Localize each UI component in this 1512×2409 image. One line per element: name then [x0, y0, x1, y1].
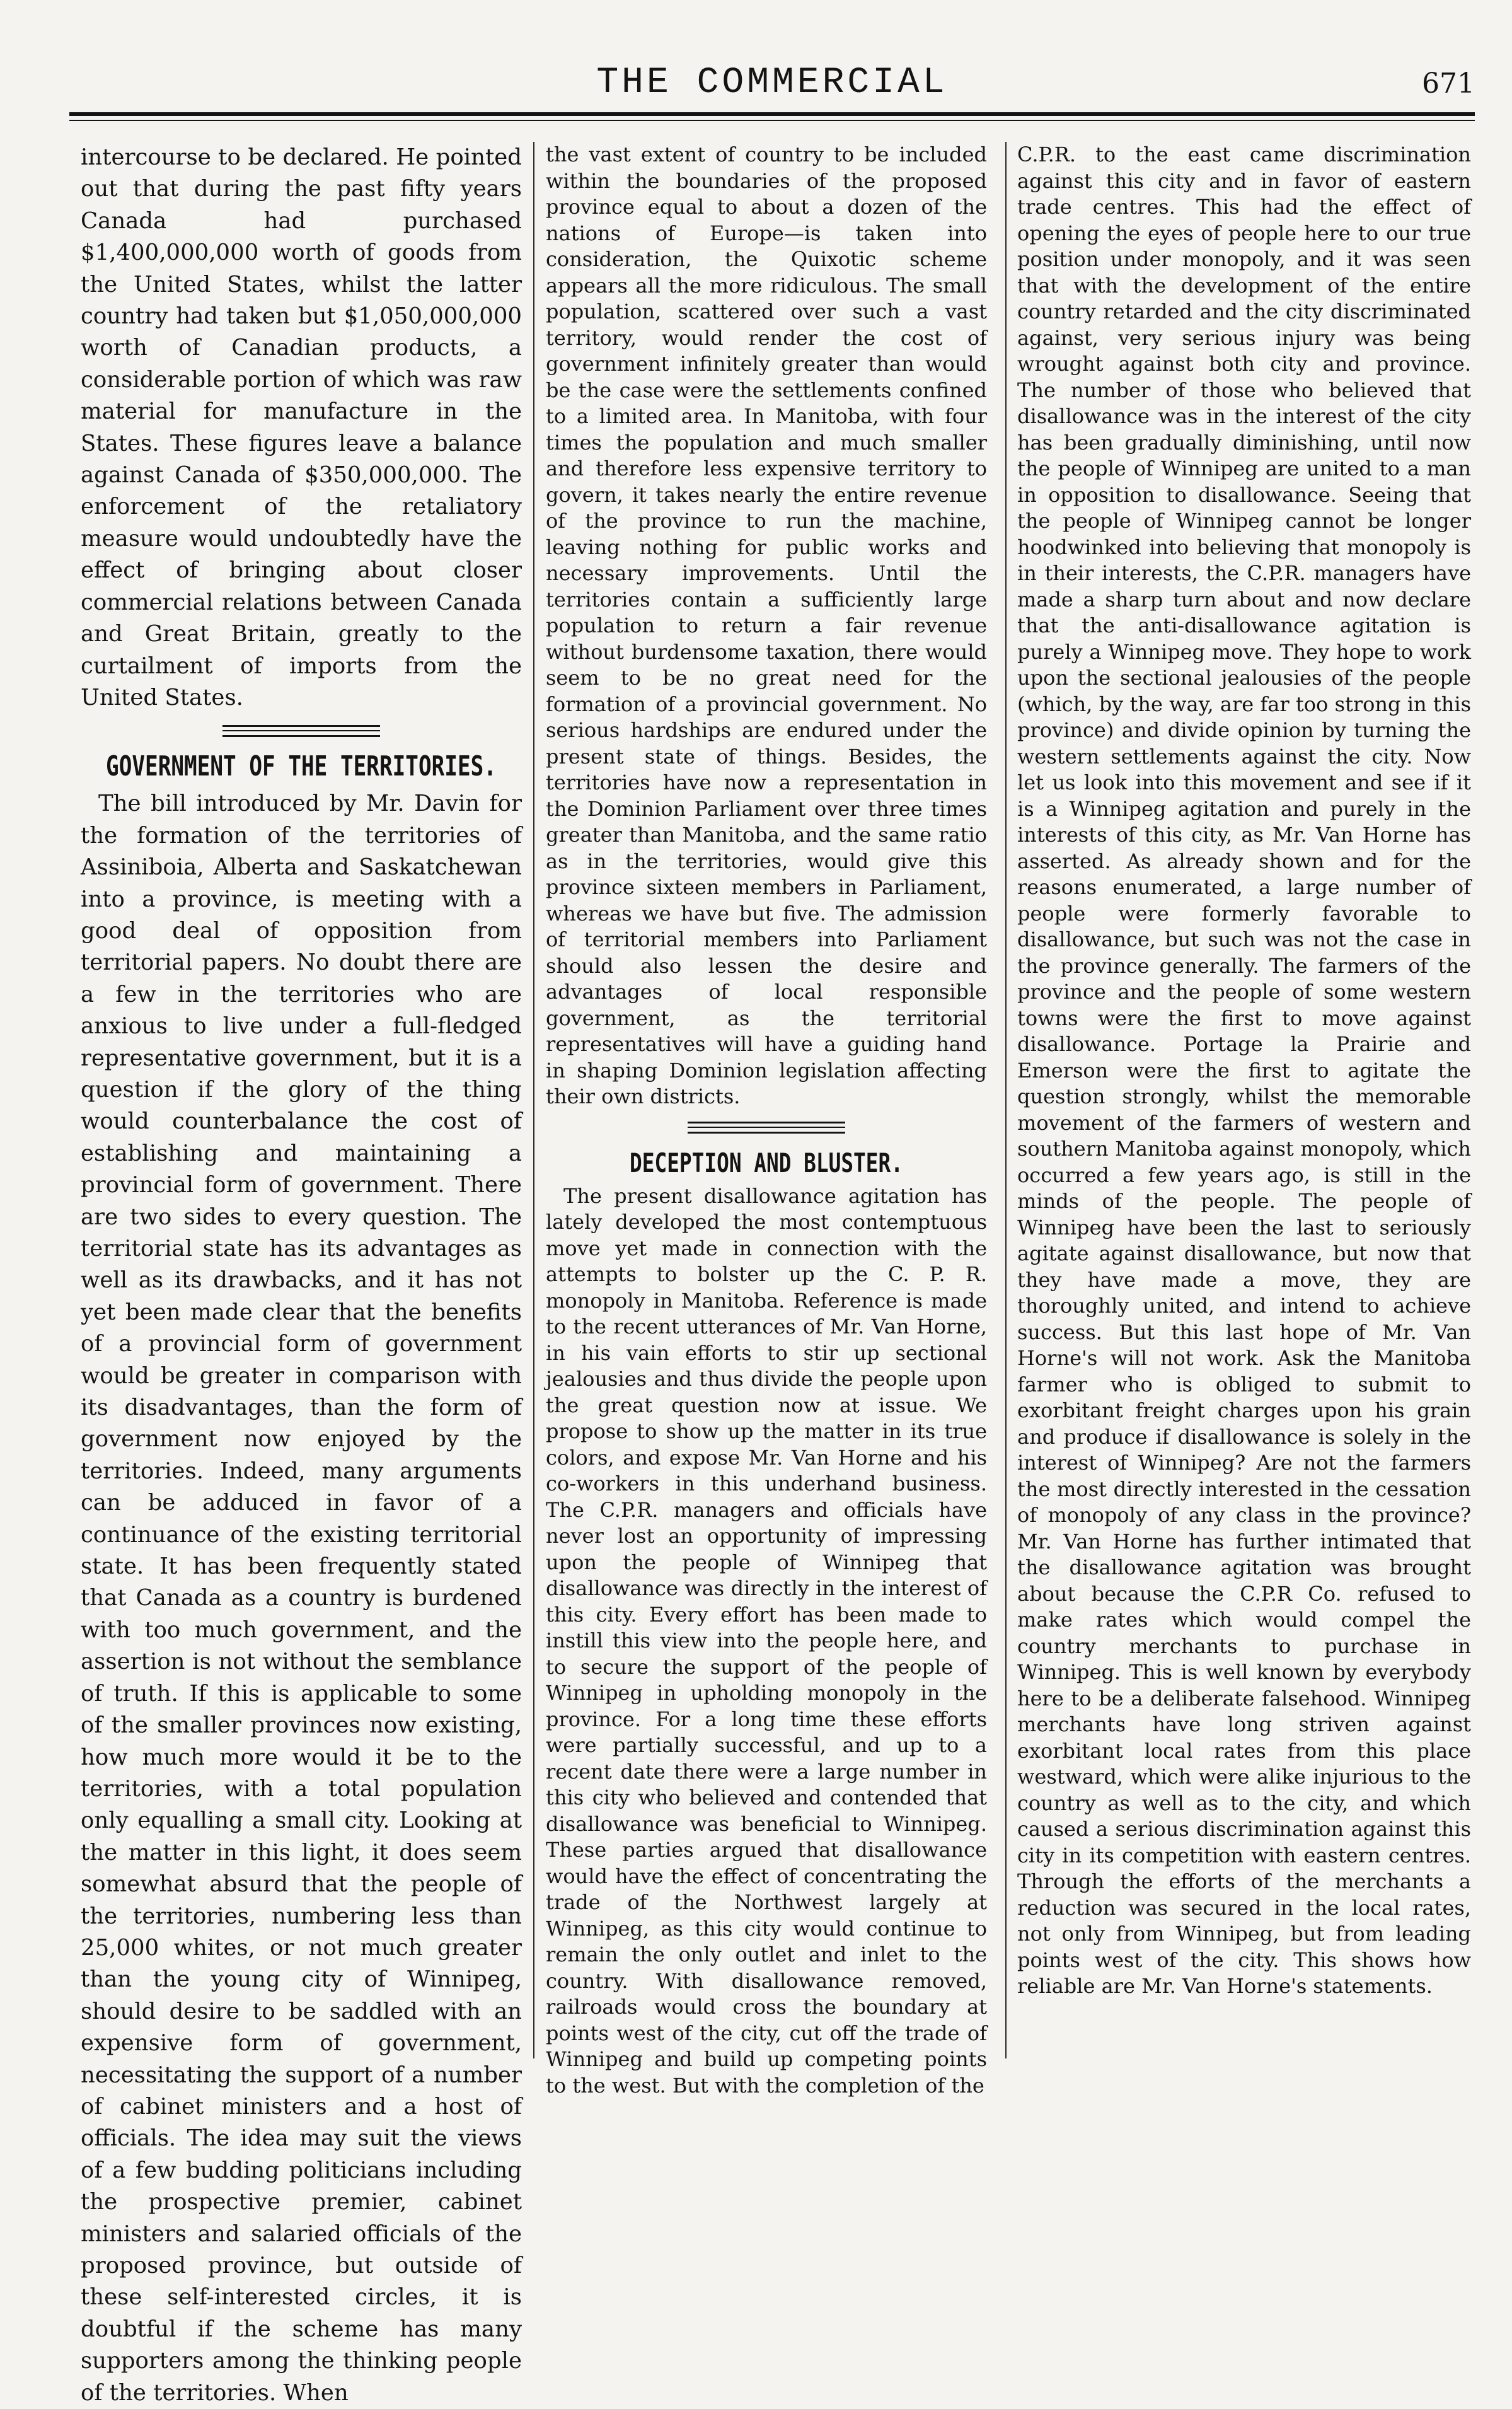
column-divider-2 [1005, 142, 1007, 2058]
article-heading-deception: DECEPTION AND BLUSTER. [630, 1147, 903, 1178]
article-paragraph-territories: The bill introduced by Mr. Davin for the formation of the territories of Assiniboia, Alberta and Saskatchewan into a province, is meeting with a good deal of opposition from territorial papers. No doubt there are a few in the territories who are anxious to live under a full-fledged representative government, but it is a question if the glory of the thing would counterbalance the cost of establishing and maintaining a provincial form of government. There are two sides to every question. The territorial state has its advantages as well as its drawbacks, and it has not yet been made clear that the benefits of a provincial form of government would be greater in comparison with its disadvantages, than the form of government now enjoyed by the territories. Indeed, many arguments can be adduced in favor of a continuance of the existing territorial state. It has been frequently stated that Canada as a country is burdened with too much government, and the assertion is not without the semblance of truth. If this is applicable to some of the smaller provinces now existing, how much more would it be to the territories, with a total population only equalling a small city. Looking at the matter in this light, it does seem somewhat absurd that the people of the territories, numbering less than 25,000 whites, or not much greater than the young city of Winnipeg, should desire to be saddled with an expensive form of government, necessitating the support of a number of cabinet ministers and a host of officials. The idea may suit the views of a few budding politicians including the prospective premier, cabinet ministers and salaried officials of the proposed province, but outside of these self-interested circles, it is doubtful if the scheme has many supporters among the thinking people of the territories. When [81, 791, 522, 2406]
page-number: 671 [1422, 67, 1475, 100]
column-2 [546, 142, 987, 2098]
header-rule-thick [69, 112, 1475, 116]
column-3 [1017, 142, 1471, 2058]
column-1 [81, 142, 522, 2406]
masthead-title: THE COMMERCIAL [596, 62, 948, 103]
article-paragraph-deception: The present disallowance agitation has lately developed the most contemptuous move yet made in connection with the attempts to bolster up the C. P. R. monopoly in Manitoba. Reference is made to the recent utterances of Mr. Van Horne, in his vain efforts to stir up sectional jealousies and thus divide the people upon the great question now at issue. We propose to show up the matter in its true colors, and expose Mr. Van Horne and his co-workers in this underhand business. The C.P.R. managers and officials have never lost an opportunity of impressing upon the people of Winnipeg that disallowance was directly in the interest of this city. Every effort has been made to instill this view into the people here, and to secure the support of the people of Winnipeg in upholding monopoly in the province. For a long time these efforts were partially successful, and up to a recent date there were a large number in this city who believed and contended that disallowance was beneficial to Winnipeg. These parties argued that disallowance would have the effect of concentrating the trade of the Northwest largely at Winnipeg, as this city would continue to remain the only outlet and inlet to the country. With disallowance removed, railroads would cross the boundary at points west of the city, cut off the trade of Winnipeg and build up competing points to the west. But with the completion of the [546, 1183, 987, 2098]
section-separator [546, 1117, 987, 1139]
section-separator [81, 720, 522, 743]
continued-paragraph-deception: C.P.R. to the east came discrimination against this city and in favor of eastern trade centres. This had the effect of opening the eyes of people here to our true position under monopoly, and it was seen that with the development of the entire country retarded and the city discriminated against, very serious injury was being wrought against both city and province. The number of those who believed that disallowance was in the interest of the city has been gradually diminishing, until now the people of Winnipeg are united to a man in opposition to disallowance. Seeing that the people of Winnipeg cannot be longer hoodwinked into believing that monopoly is in their interests, the C.P.R. managers have made a sharp turn about and now declare that the anti-disallowance agitation is purely a Winnipeg move. They hope to work upon the sectional jealousies of the people (which, by the way, are far too strong in this province) and divide opinion by turning the western settlements against the city. Now let us look into this movement and see if it is a Winnipeg agitation and purely in the interests of this city, as Mr. Van Horne has asserted. As already shown and for the reasons enumerated, a large number of people were formerly favorable to disallowance, but such was not the case in the province generally. The farmers of the province and the people of some western towns were the first to move against disallowance. Portage la Prairie and Emerson were the first to agitate the question strongly, whilst the memorable movement of the farmers of western and southern Manitoba against monopoly, which occurred a few years ago, is still in the minds of the people. The people of Winnipeg have been the last to seriously agitate against disallowance, but now that they have made a move, they are thoroughly united, and intend to achieve success. But this last hope of Mr. Van Horne's will not work. Ask the Manitoba farmer who is obliged to submit to exorbitant freight charges upon his grain and produce if disallowance is solely in the interest of Winnipeg? Are not the farmers the most directly interested in the cessation of monopoly of any class in the province? Mr. Van Horne has further intimated that the disallowance agitation was brought about because the C.P.R Co. refused to make rates which would compel the country merchants to purchase in Winnipeg. This is well known by everybody here to be a deliberate falsehood. Winnipeg merchants have long striven against exorbitant local rates from this place westward, which were alike injurious to the country as well as to the city, and which caused a serious discrimination against this city in its competition with eastern centres. Through the efforts of the merchants a reduction was secured in the local rates, not only from Winnipeg, but from leading points west of the city. This shows how reliable are Mr. Van Horne's statements. [1017, 142, 1471, 1998]
continued-paragraph-territories: the vast extent of country to be included within the boundaries of the proposed province equal to about a dozen of the nations of Europe—is taken into consideration, the Quixotic scheme appears all the more ridiculous. The small population, scattered over such a vast territory, would render the cost of government infinitely greater than would be the case were the settlements confined to a limited area. In Manitoba, with four times the population and much smaller and therefore less expensive territory to govern, it takes nearly the entire revenue of the province to run the machine, leaving nothing for public works and necessary improvements. Until the territories contain a sufficiently large population to return a fair revenue without burdensome taxation, there would seem to be no great need for the formation of a provincial government. No serious hardships are endured under the present state of things. Besides, the territories have now a representation in the Dominion Parliament over three times greater than Manitoba, and the same ratio as in the territories, would give this province sixteen members in Parliament, whereas we have but five. The admission of territorial members into Parliament should also lessen the desire and advantages of local responsible government, as the territorial representatives will have a guiding hand in shaping Dominion legislation affecting their own districts. [546, 142, 987, 1108]
page-header [69, 58, 1475, 108]
intro-paragraph: intercourse to be declared. He pointed out that during the past fifty years Canada had purchased $1,400,000,000 worth of goods from the United States, whilst the latter country had taken but $1,050,000,000 worth of Canadian products, a considerable portion of which was raw material for manufacture in the States. These figures leave a balance against Canada of $350,000,000. The enforcement of the retaliatory measure would undoubtedly have the effect of bringing about closer commercial relations between Canada and Great Britain, greatly to the curtailment of imports from the United States. [81, 144, 522, 711]
header-rule-thin [69, 120, 1475, 121]
article-heading-territories: GOVERNMENT OF THE TERRITORIES. [106, 750, 497, 783]
column-divider-1 [533, 142, 534, 2058]
